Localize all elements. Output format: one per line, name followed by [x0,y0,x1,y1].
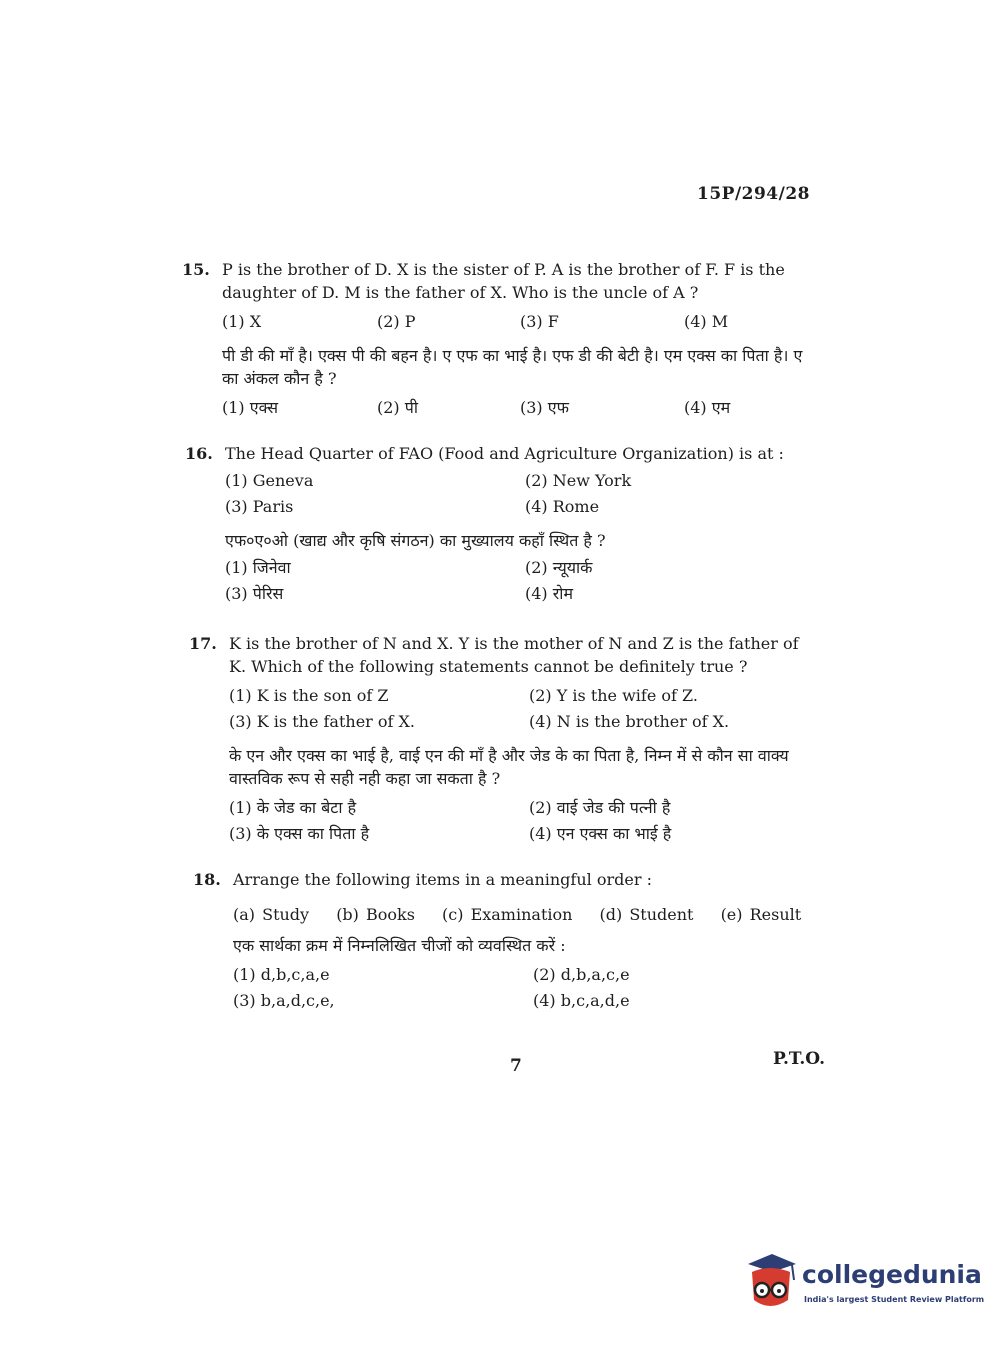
hindi-question-text: पी डी की माँ है। एक्स पी की बहन है। ए एफ का भाई है। एफ डी की बेटी है। एम एक्स का पिता है। ए का अंकल कौन है ? [222,346,803,388]
hindi-question-text: के एन और एक्स का भाई है, वाई एन की माँ है और जेड के का पिता है, निम्न में से कौन सा वाक्य वास्तविक रूप से सही नही कहा जा सकता है ? [229,746,789,788]
question-number: 18. [193,870,221,889]
hindi-question-text: एक सार्थका क्रम में निम्नलिखित चीजों को व्यवस्थित करें : [233,936,566,955]
question-text: The Head Quarter of FAO (Food and Agriculture Organization) is at : [225,444,784,463]
hindi-option-1: (1) के जेड का बेटा है [229,798,357,817]
hindi-option-4: (4) एम [684,398,731,417]
hindi-option-3: (3) के एक्स का पिता है [229,824,370,843]
options-row [233,963,833,989]
options-row [229,710,829,736]
question-number: 15. [182,260,210,279]
logo-name: collegedunia [802,1260,982,1289]
option-3: (3) Paris [225,497,294,516]
hindi-option-3: (3) एफ [520,398,569,417]
option-3: (3) b,a,d,c,e, [233,991,335,1010]
question-16 [185,442,825,608]
question-number: 16. [185,444,213,463]
item-result: (e) Result [720,905,802,924]
hindi-option-2: (2) वाई जेड की पत्नी है [529,798,671,817]
collegedunia-logo [742,1250,985,1320]
option-2: (2) New York [525,471,632,490]
options-row [233,989,833,1015]
item-examination: (c) Examination [442,905,573,924]
paper-code: 15P/294/28 [697,184,811,204]
item-student: (d) Student [599,905,694,924]
question-number: 17. [189,634,217,653]
hindi-option-2: (2) न्यूयार्क [525,558,593,577]
hindi-option-1: (1) एक्स [222,398,279,417]
options-row [229,684,829,710]
option-2: (2) P [377,312,416,331]
pto-label: P.T.O. [773,1049,825,1069]
options-row [222,310,822,336]
option-4: (4) b,c,a,d,e [533,991,630,1010]
question-text: Arrange the following items in a meaningful order : [233,870,652,889]
logo-tagline: India's largest Student Review Platform [804,1295,985,1304]
options-row [225,495,825,521]
graduate-mascot-icon [742,1250,798,1316]
hindi-options-row [229,822,829,848]
hindi-option-3: (3) पेरिस [225,584,284,603]
hindi-options-row [222,396,822,422]
option-4: (4) Rome [525,497,600,516]
option-2: (2) Y is the wife of Z. [529,686,698,705]
option-3: (3) F [520,312,559,331]
option-4: (4) M [684,312,729,331]
option-1: (1) Geneva [225,471,314,490]
option-2: (2) d,b,a,c,e [533,965,630,984]
page-number: 7 [510,1056,522,1076]
hindi-options-row [229,796,829,822]
hindi-option-2: (2) पी [377,398,418,417]
option-1: (1) K is the son of Z [229,686,389,705]
option-1: (1) d,b,c,a,e [233,965,330,984]
question-text: P is the brother of D. X is the sister of P. A is the brother of F. F is the daughter of D. M is the father of X. Who is the uncle of A ? [222,260,785,302]
question-17 [189,632,829,848]
option-4: (4) N is the brother of X. [529,712,730,731]
options-row [225,469,825,495]
item-books: (b) Books [336,905,415,924]
option-3: (3) K is the father of X. [229,712,416,731]
question-text: K is the brother of N and X. Y is the mother of N and Z is the father of K. Which of the following statements cannot be definitely true ? [229,634,799,676]
hindi-options-row [225,556,825,582]
hindi-question-text: एफ०ए०ओ (खाद्य और कृषि संगठन) का मुख्यालय कहाँ स्थित है ? [225,531,606,550]
question-18 [193,868,833,1015]
item-study: (a) Study [233,905,310,924]
question-15 [182,258,822,422]
hindi-option-4: (4) एन एक्स का भाई है [529,824,672,843]
option-1: (1) X [222,312,262,331]
items-list [233,903,833,926]
hindi-options-row [225,582,825,608]
hindi-option-4: (4) रोम [525,584,574,603]
hindi-option-1: (1) जिनेवा [225,558,291,577]
